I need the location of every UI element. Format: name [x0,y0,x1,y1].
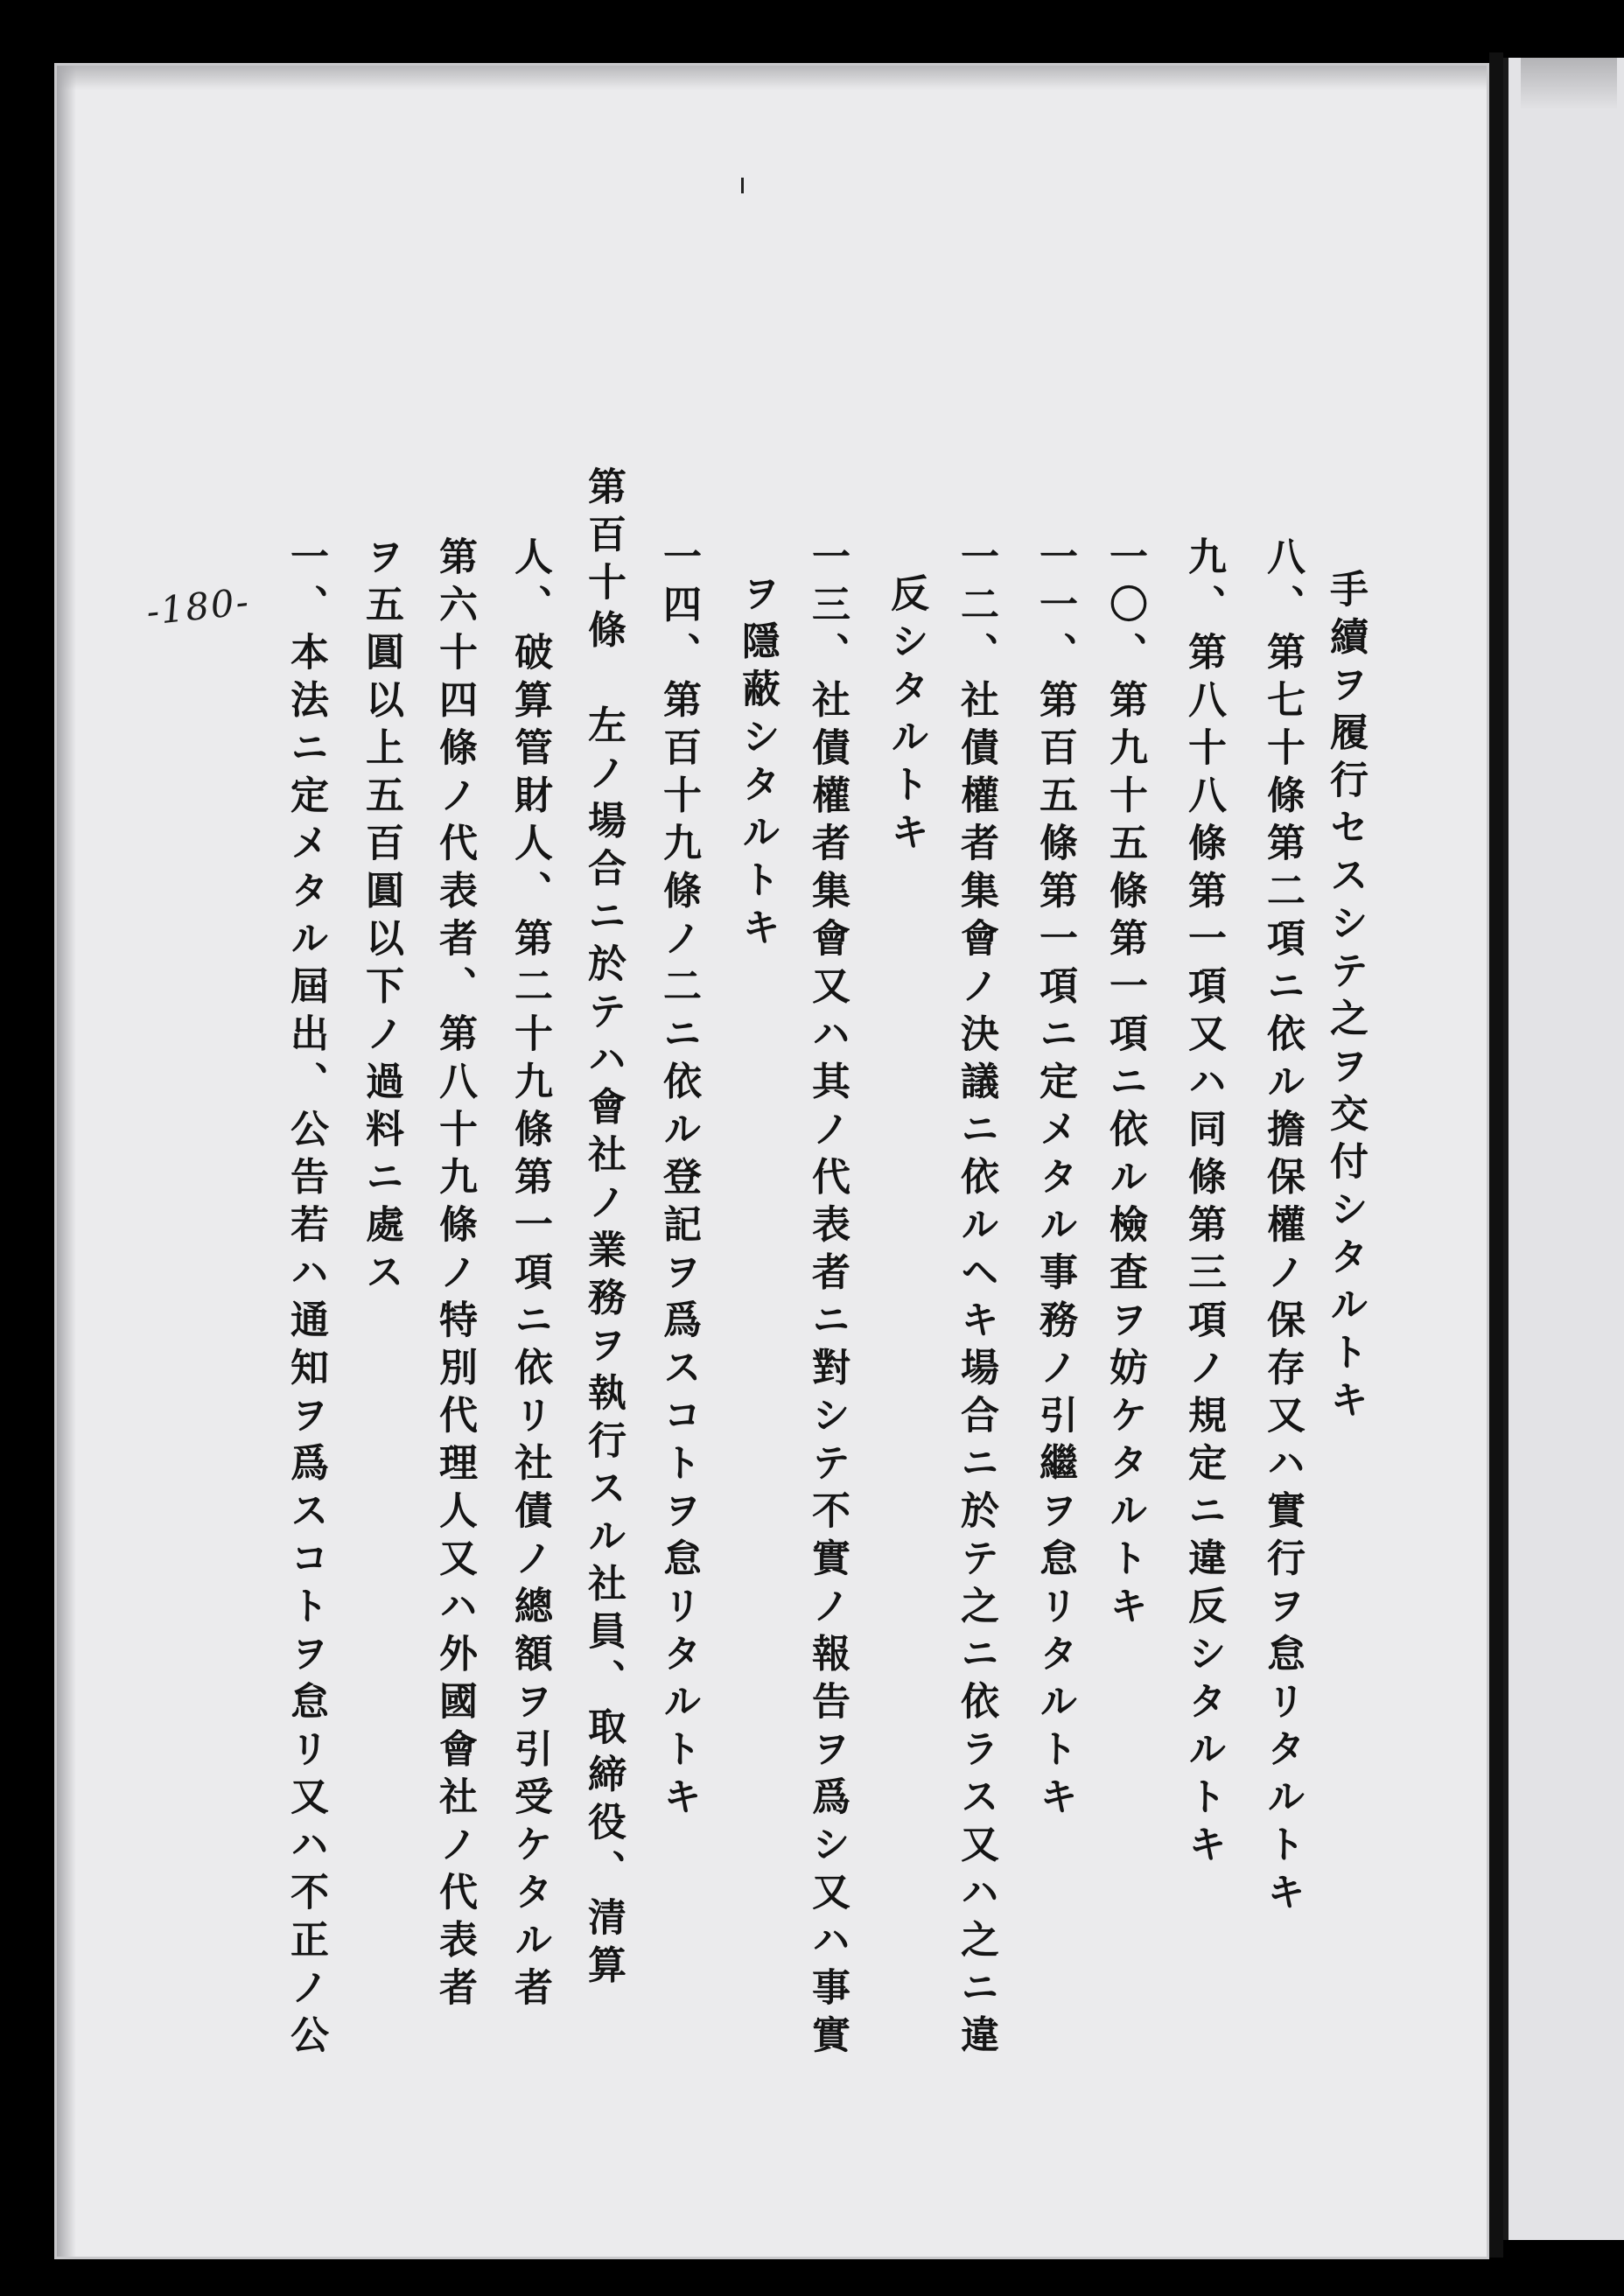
text-column-7: 反シタルトキ [884,573,928,859]
adjacent-page-edge [1503,58,1624,2240]
page-mark [741,178,744,193]
text-column-14: ヲ五圓以上五百圓以下ノ過料ニ處ス [359,536,403,1299]
text-column-10: 一四、第百十九條ノ二ニ依ル登記ヲ爲スコトヲ怠リタルトキ [656,536,701,1824]
text-column-2: 八、第七十條第二項ニ依ル擔保權ノ保存又ハ實行ヲ怠リタルトキ [1260,536,1305,1920]
text-column-12: 人、破算管財人、第二十九條第一項ニ依リ社債ノ總額ヲ引受ケタル者 [508,536,552,2015]
text-column-3: 九、第八十八條第一項又ハ同條第三項ノ規定ニ違反シタルトキ [1181,536,1226,1872]
text-column-15: 一、本法ニ定メタル屆出、公告若ハ通知ヲ爲スコトヲ怠リ又ハ不正ノ公 [284,536,328,2062]
text-column-4: 一〇、第九十五條第一項ニ依ル檢査ヲ妨ケタルトキ [1102,536,1147,1634]
text-column-13: 第六十四條ノ代表者、第八十九條ノ特別代理人又ハ外國會社ノ代表者 [432,536,477,2015]
book-spine [1489,52,1503,2258]
text-column-6: 一二、社債權者集會ノ決議ニ依ルヘキ場合ニ於テ之ニ依ラス又ハ之ニ違 [954,536,998,2062]
text-column-5: 一一、第百五條第一項ニ定メタル事務ノ引繼ヲ怠リタルトキ [1032,536,1077,1824]
text-column-1: 手續ヲ履行セスシテ之ヲ交付シタルトキ [1323,569,1368,1427]
text-column-11: 第百十條 左ノ場合ニ於テハ會社ノ業務ヲ執行スル社員、取締役、清算 [581,466,626,1992]
page-left-shadow [57,66,76,2257]
adjacent-page-shading [1521,58,1617,110]
text-column-8: 一三、社債權者集會又ハ其ノ代表者ニ對シテ不實ノ報告ヲ爲シ又ハ事實 [805,536,850,2062]
page-number: -180- [144,579,253,634]
page-top-shadow [57,66,1487,90]
text-column-9: ヲ隱蔽シタルトキ [735,573,780,955]
document-page [54,63,1489,2259]
